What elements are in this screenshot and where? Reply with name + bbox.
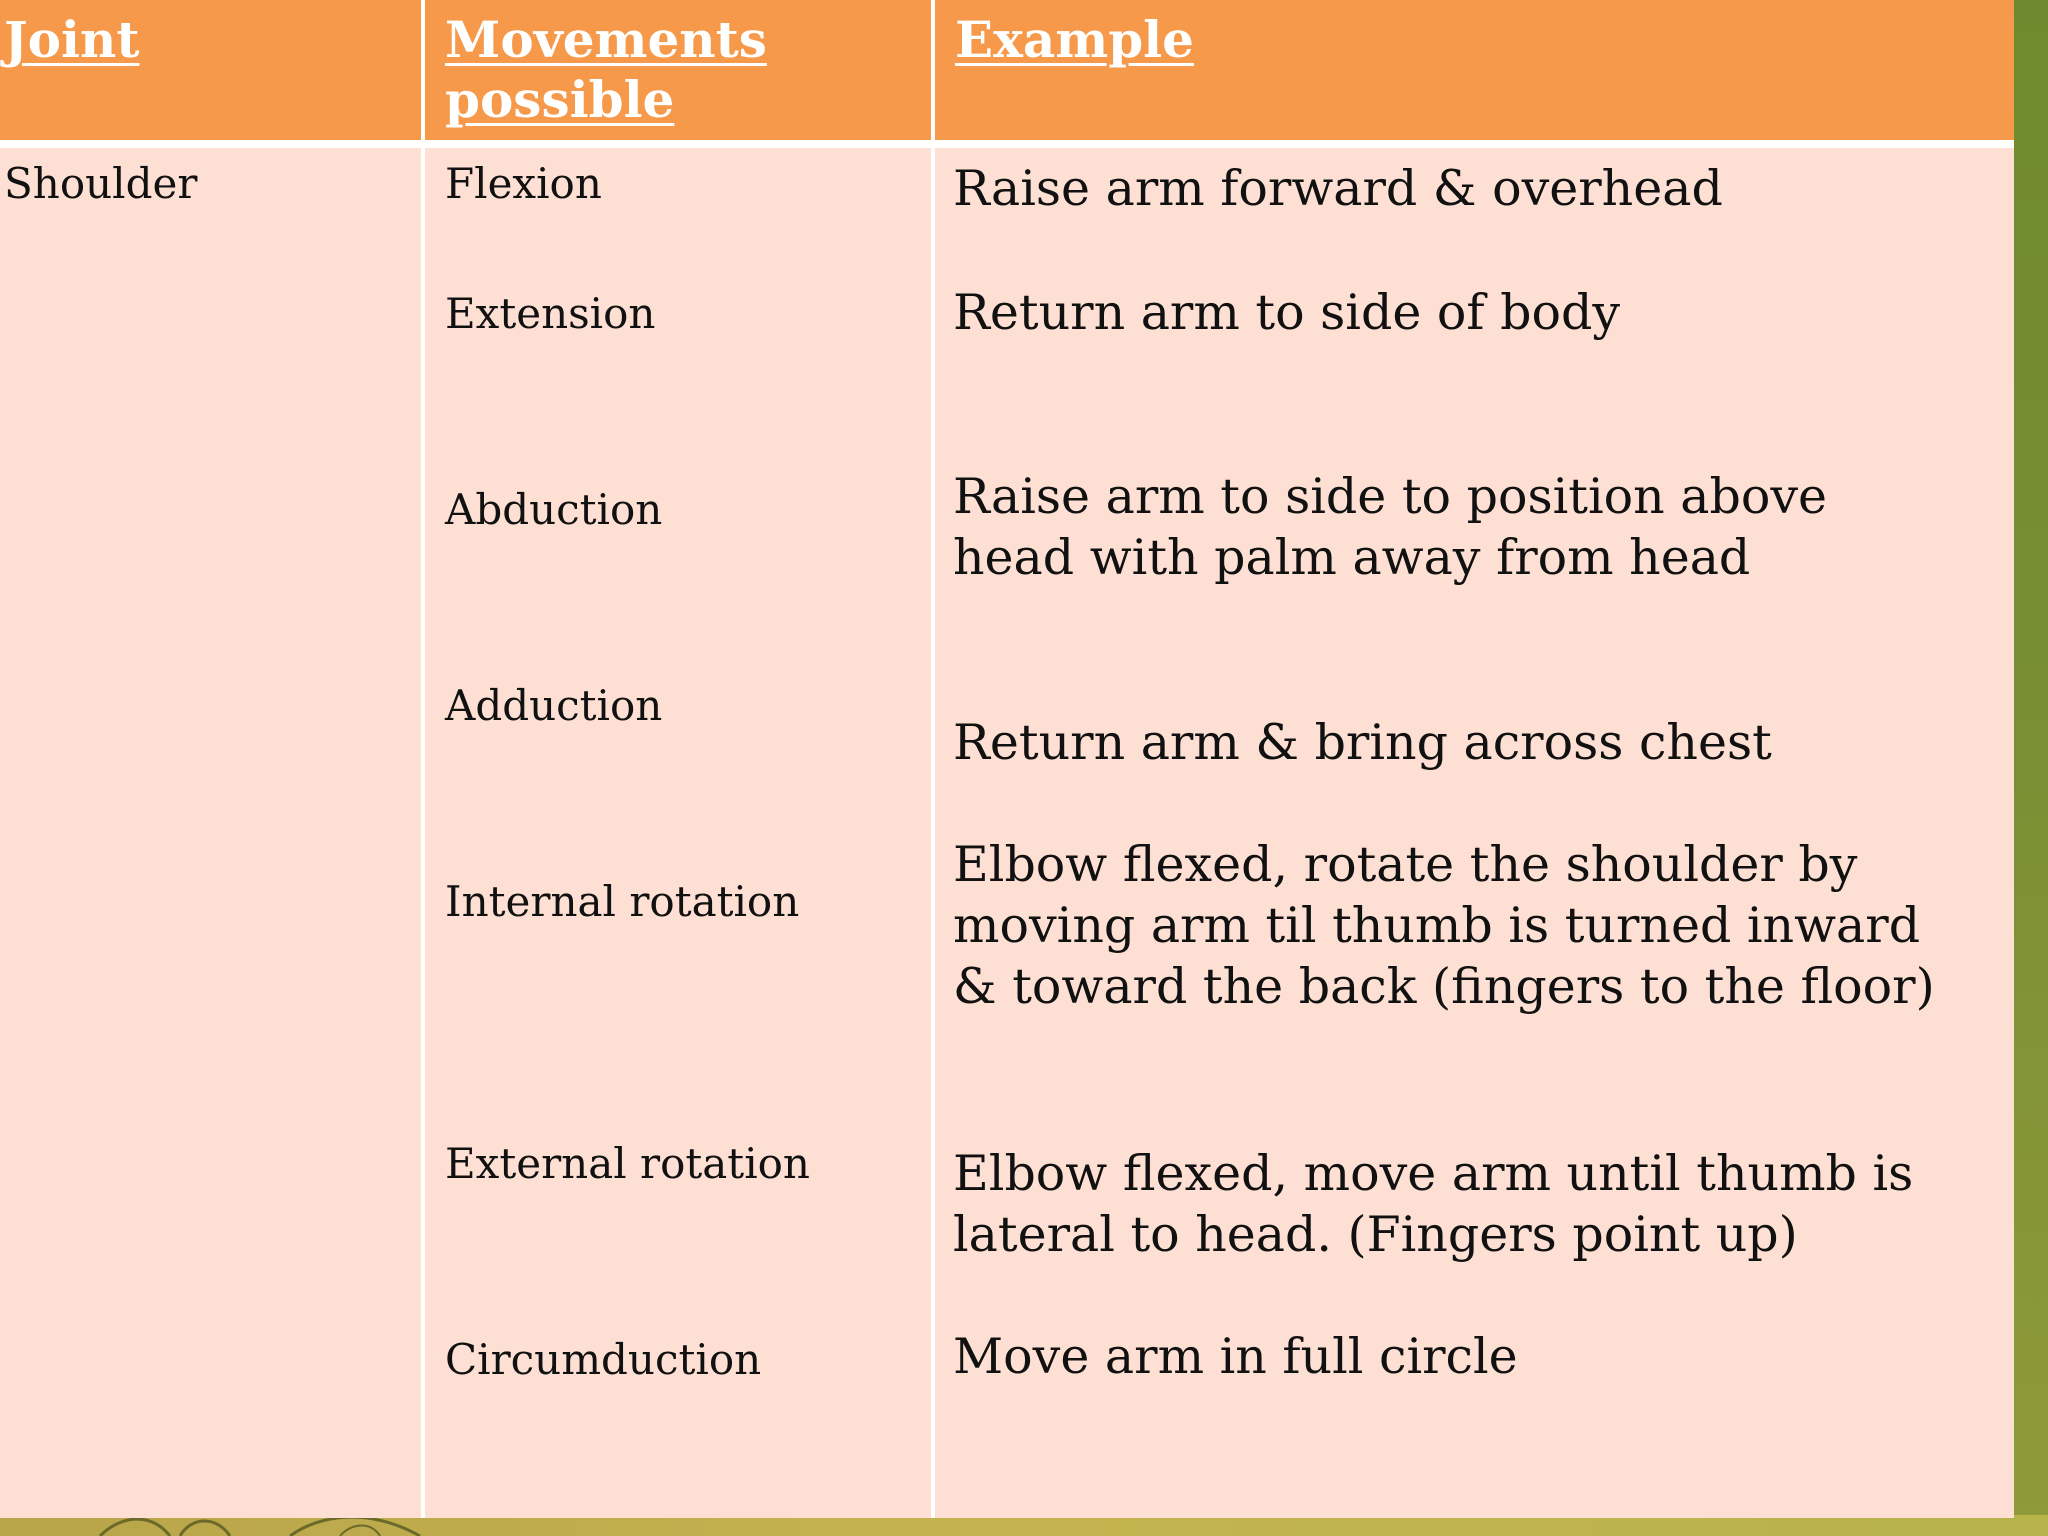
header-movements-possible: Movements possible: [423, 0, 933, 144]
example-abduction: Raise arm to side to position above head with palm away from head: [953, 468, 1828, 586]
header-example: Example: [933, 0, 2014, 144]
movement-abduction: Abduction: [445, 485, 663, 534]
examples-cell: [933, 144, 2014, 1518]
example-circumduction: Move arm in full circle: [953, 1328, 1518, 1385]
movement-adduction: Adduction: [445, 681, 663, 730]
table-header-row: [0, 0, 2014, 144]
movement-external-rotation: External rotation: [445, 1139, 810, 1188]
example-external-rotation: Elbow flexed, move arm until thumb is lateral to head. (Fingers point up): [953, 1145, 1914, 1263]
header-joint: Joint: [0, 0, 423, 144]
movement-circumduction: Circumduction: [445, 1335, 762, 1384]
joint-name: Shoulder: [4, 159, 198, 208]
example-adduction: Return arm & bring across chest: [953, 714, 1772, 771]
joint-cell: [0, 144, 423, 1518]
movements-cell: [423, 144, 933, 1518]
movement-internal-rotation: Internal rotation: [445, 877, 800, 926]
example-internal-rotation: Elbow flexed, rotate the shoulder by moving arm til thumb is turned inward & toward the back (fingers to the floor): [953, 836, 1935, 1015]
movement-flexion: Flexion: [445, 159, 602, 208]
movement-extension: Extension: [445, 289, 656, 338]
example-flexion: Raise arm forward & overhead: [953, 160, 1723, 217]
example-extension: Return arm to side of body: [953, 284, 1621, 341]
slide-border-right: [2014, 0, 2048, 1536]
table-row: [0, 144, 2014, 1518]
